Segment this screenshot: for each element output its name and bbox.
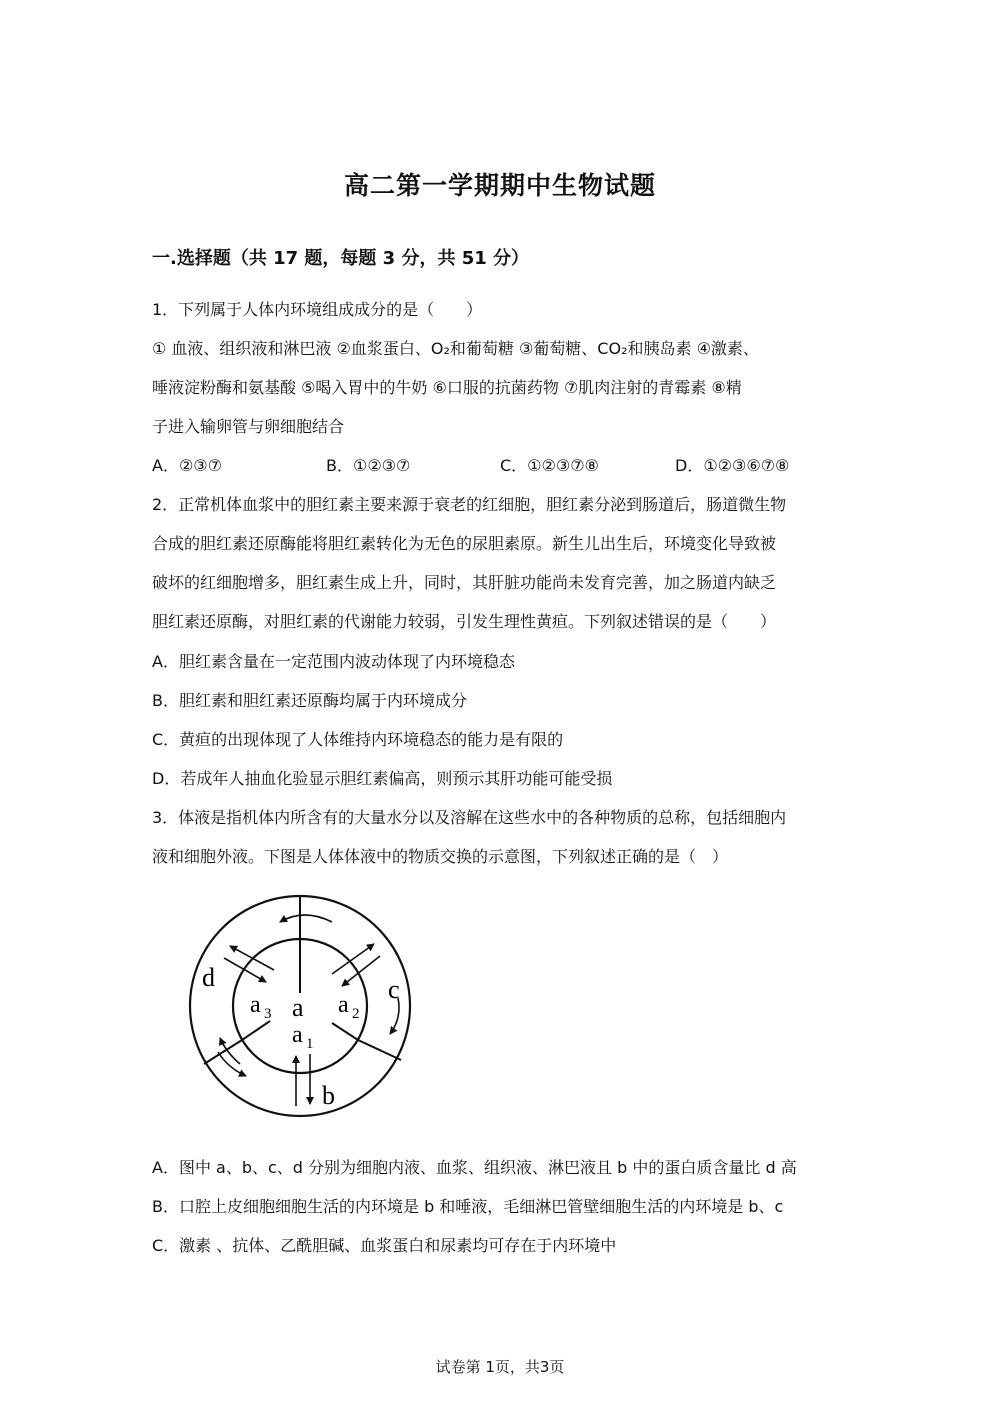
q3-option-b: B．口腔上皮细胞细胞生活的内环境是 b 和唾液，毛细淋巴管壁细胞生活的内环境是 b、c: [152, 1197, 784, 1216]
label-a2-sub: 2: [352, 1006, 360, 1022]
divider-right: [358, 1040, 401, 1060]
arrow-a2-to-c: [332, 944, 374, 974]
label-a: a: [292, 993, 304, 1022]
q1-items-line-3: 子进入输卵管与卵细胞结合: [152, 417, 345, 436]
q3-option-a: A．图中 a、b、c、d 分别为细胞内液、血浆、组织液、淋巴液且 b 中的蛋白质含量比 d 高: [152, 1158, 797, 1177]
q1-option-b: B．①②③⑦: [326, 456, 411, 475]
label-a1-sub: 1: [306, 1036, 314, 1052]
arrow-a3-to-d: [230, 946, 274, 970]
q3-option-c: C．激素 、抗体、乙酰胆碱、血浆蛋白和尿素均可存在于内环境中: [152, 1236, 617, 1255]
q2-option-d: D．若成年人抽血化验显示胆红素偏高，则预示其肝功能可能受损: [152, 769, 613, 788]
body-fluid-diagram: [182, 888, 427, 1128]
divider-inner-right: [332, 1023, 358, 1040]
q2-stem-line-2: 合成的胆红素还原酶能将胆红素转化为无色的尿胆素原。新生儿出生后，环境变化导致被: [152, 534, 777, 553]
label-c: c: [388, 975, 400, 1004]
q2-stem-line-4: 胆红素还原酶，对胆红素的代谢能力较弱，引发生理性黄疸。下列叙述错误的是（ ）: [152, 612, 777, 631]
section-heading: 一.选择题（共 17 题，每题 3 分，共 51 分）: [152, 248, 530, 269]
q3-stem-line-1: 3．体液是指机体内所含有的大量水分以及溶解在这些水中的各种物质的总称，包括细胞内: [152, 808, 787, 827]
label-a1: a: [292, 1022, 303, 1048]
label-d: d: [202, 963, 215, 992]
q2-option-c: C．黄疸的出现体现了人体维持内环境稳态的能力是有限的: [152, 730, 564, 749]
q2-option-b: B．胆红素和胆红素还原酶均属于内环境成分: [152, 691, 467, 710]
page-footer: 试卷第 1页，共3页: [435, 1358, 565, 1376]
q1-option-c: C．①②③⑦⑧: [500, 456, 599, 475]
label-a3-sub: 3: [264, 1006, 272, 1022]
q1-stem: 1．下列属于人体内环境组成成分的是（ ）: [152, 300, 483, 319]
label-b: b: [322, 1081, 335, 1110]
q1-items-line-1: ① 血液、组织液和淋巴液 ②血浆蛋白、O₂和葡萄糖 ③葡萄糖、CO₂和胰岛素 ④激素、: [152, 339, 759, 358]
q1-option-a: A．②③⑦: [152, 456, 222, 475]
q2-option-a: A．胆红素含量在一定范围内波动体现了内环境稳态: [152, 652, 515, 671]
body-fluid-diagram-svg: [182, 888, 427, 1128]
q2-stem-line-1: 2．正常机体血浆中的胆红素主要来源于衰老的红细胞，胆红素分泌到肠道后，肠道微生物: [152, 495, 787, 514]
q2-stem-line-3: 破坏的红细胞增多，胆红素生成上升，同时，其肝脏功能尚未发育完善，加之肠道内缺乏: [152, 573, 777, 592]
q1-option-d: D．①②③⑥⑦⑧: [675, 456, 790, 475]
label-a3: a: [250, 992, 261, 1018]
top-ring-arrow: [280, 915, 332, 922]
label-a2: a: [338, 992, 349, 1018]
divider-inner-left: [242, 1021, 270, 1040]
q1-items-line-2: 唾液淀粉酶和氨基酸 ⑤喝入胃中的牛奶 ⑥口服的抗菌药物 ⑦肌肉注射的青霉素 ⑧精: [152, 378, 742, 397]
q3-stem-line-2: 液和细胞外液。下图是人体体液中的物质交换的示意图，下列叙述正确的是（ ）: [152, 847, 729, 866]
page-title: 高二第一学期期中生物试题: [343, 171, 656, 200]
